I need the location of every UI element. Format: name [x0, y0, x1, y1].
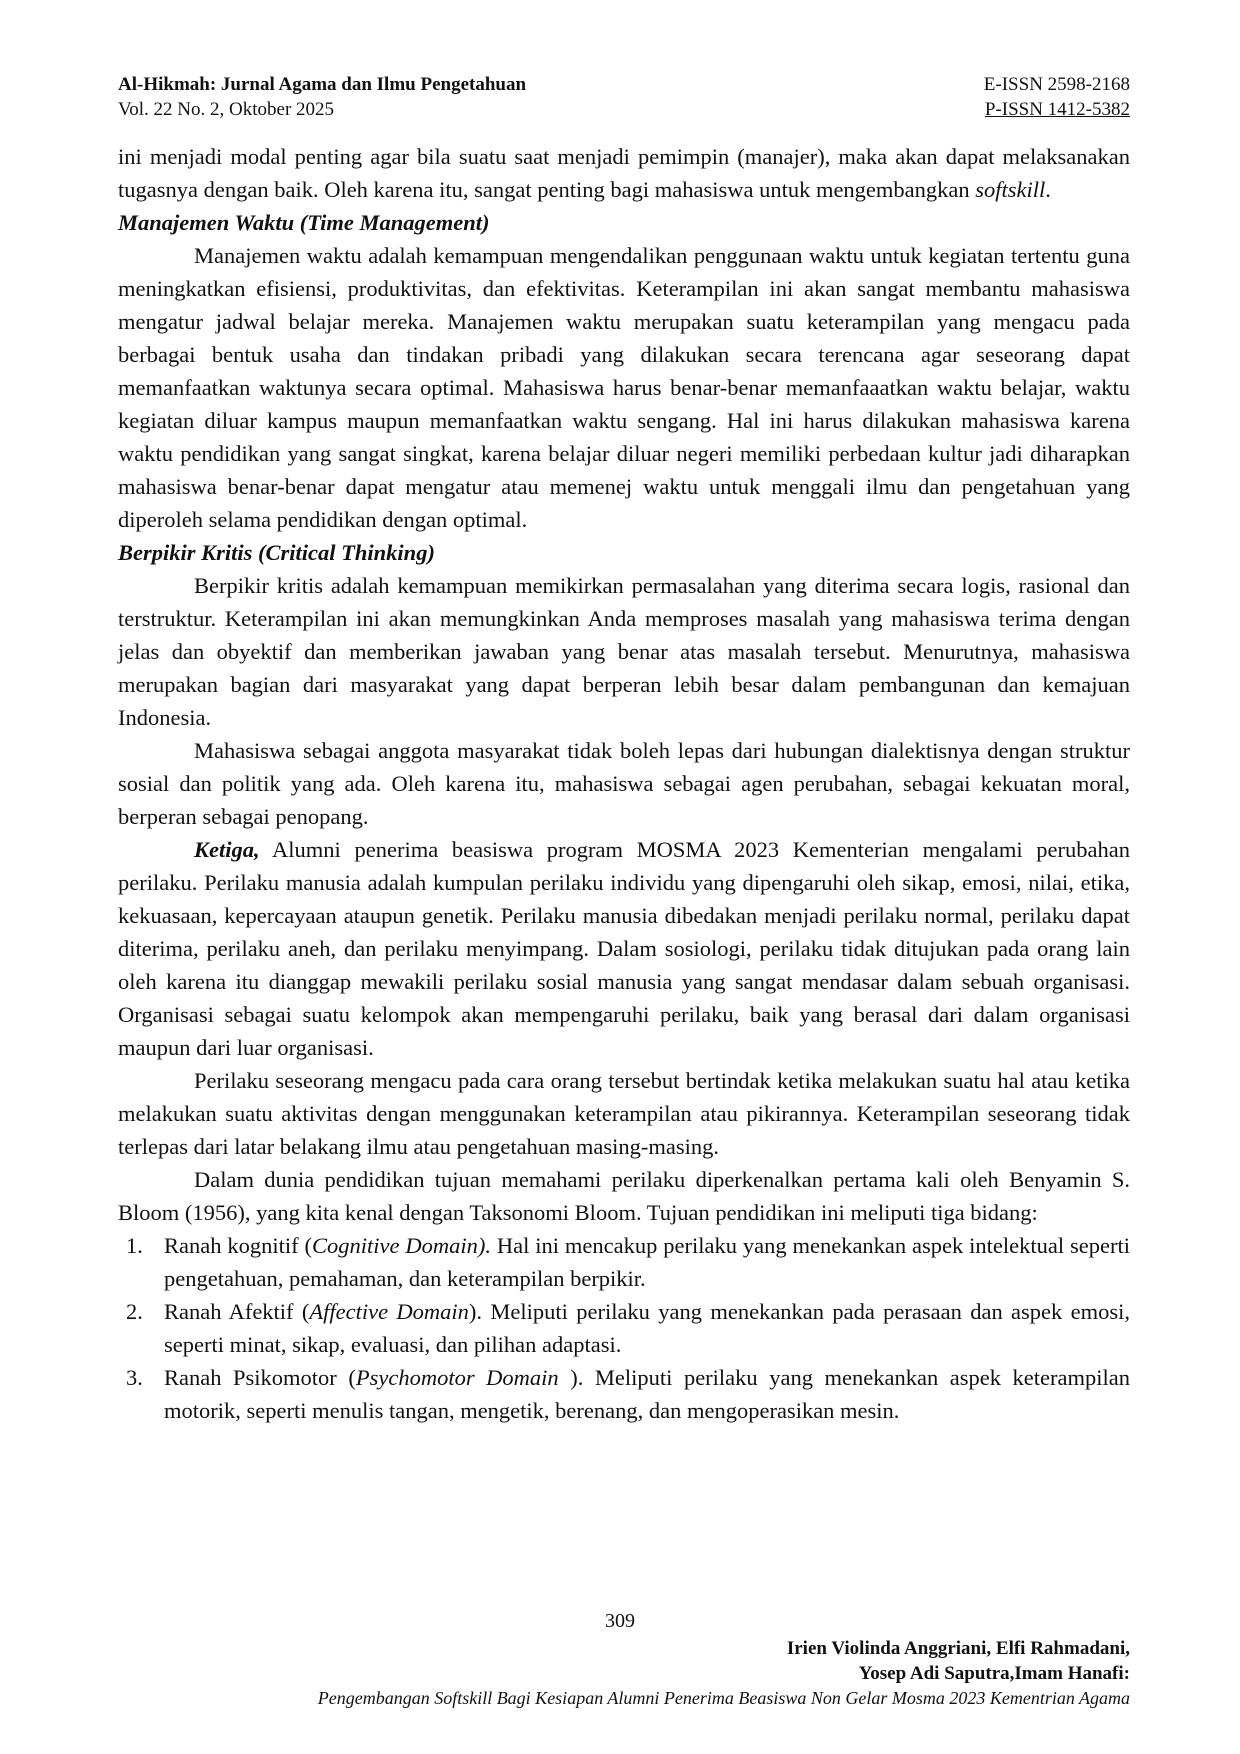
numbered-list: [118, 1229, 1130, 1427]
section-heading: Berpikir Kritis (Critical Thinking): [118, 540, 435, 565]
list-item: 2. Ranah Afektif (Affective Domain). Meliputi perilaku yang menekankan pada perasaan dan aspek emosi, seperti minat, sikap, evaluasi, dan pilihan adaptasi.: [126, 1299, 1130, 1357]
paragraph: Berpikir kritis adalah kemampuan memikirkan permasalahan yang diterima secara logis, rasional dan terstruktur. Keterampilan ini akan memungkinkan Anda memproses masalah yang mahasiswa terima dengan jelas dan obyektif dan memberikan jawaban yang benar atas masalah tersebut. Menurutnya, mahasiswa merupakan bagian dari masyarakat yang dapat berperan lebih besar dalam pembangunan dan kemajuan Indonesia.: [118, 573, 1130, 730]
paragraph: Mahasiswa sebagai anggota masyarakat tidak boleh lepas dari hubungan dialektisnya dengan struktur sosial dan politik yang ada. Oleh karena itu, mahasiswa sebagai agen perubahan, sebagai kekuatan moral, berperan sebagai penopang.: [118, 738, 1130, 829]
paragraph: Dalam dunia pendidikan tujuan memahami perilaku diperkenalkan pertama kali oleh Benyamin S. Bloom (1956), yang kita kenal dengan Taksonomi Bloom. Tujuan pendidikan ini meliputi tiga bidang:: [118, 1167, 1130, 1225]
list-item: 1. Ranah kognitif (Cognitive Domain). Hal ini mencakup perilaku yang menekankan aspek intelektual seperti pengetahuan, pemahaman, dan keterampilan berpikir.: [126, 1233, 1130, 1291]
footer-authors: Irien Violinda Anggriani, Elfi Rahmadani,: [786, 1638, 1130, 1659]
section-heading: Manajemen Waktu (Time Management): [118, 210, 490, 235]
paragraph: ini menjadi modal penting agar bila suatu saat menjadi pemimpin (manajer), maka akan dapat melaksanakan tugasnya dengan baik. Oleh karena itu, sangat penting bagi mahasiswa untuk mengembangkan softskill.: [118, 144, 1130, 202]
paragraph: Ketiga, Alumni penerima beasiswa program MOSMA 2023 Kementerian mengalami perubahan perilaku. Perilaku manusia adalah kumpulan perilaku individu yang dipengaruhi oleh sikap, emosi, nilai, etika, kekuasaan, kepercayaan ataupun genetik. Perilaku manusia dibedakan menjadi perilaku normal, perilaku dapat diterima, perilaku aneh, dan perilaku menyimpang. Dalam sosiologi, perilaku tidak ditujukan pada orang lain oleh karena itu dianggap mewakili perilaku sosial manusia yang sangat mendasar dalam sebuah organisasi. Organisasi sebagai suatu kelompok akan mempengaruhi perilaku, baik yang berasal dari dalam organisasi maupun dari luar organisasi.: [118, 837, 1130, 1060]
eissn: E-ISSN 2598-2168: [983, 74, 1130, 95]
running-footer: [318, 1636, 1130, 1711]
list-item: 3. Ranah Psikomotor (Psychomotor Domain ). Meliputi perilaku yang menekankan aspek keterampilan motorik, seperti menulis tangan, mengetik, berenang, dan mengoperasikan mesin.: [126, 1365, 1130, 1423]
footer-authors: Yosep Adi Saputra,Imam Hanafi:: [858, 1663, 1130, 1684]
paragraph: Manajemen waktu adalah kemampuan mengendalikan penggunaan waktu untuk kegiatan tertentu guna meningkatkan efisiensi, produktivitas, dan efektivitas. Keterampilan ini akan sangat membantu mahasiswa mengatur jadwal belajar mereka. Manajemen waktu merupakan suatu keterampilan yang mengacu pada berbagai bentuk usaha dan tindakan pribadi yang dilakukan secara terencana agar seseorang dapat memanfaatkan waktunya secara optimal. Mahasiswa harus benar-benar memanfaaatkan waktu belajar, waktu kegiatan diluar kampus maupun memanfaatkan waktu sengang. Hal ini harus dilakukan mahasiswa karena waktu pendidikan yang sangat singkat, karena belajar diluar negeri memiliki perbedaan kultur jadi diharapkan mahasiswa benar-benar dapat mengatur atau memenej waktu untuk menggali ilmu dan pengetahuan yang diperoleh selama pendidikan dengan optimal.: [118, 243, 1130, 532]
page: [118, 72, 1130, 1427]
journal-volume: Vol. 22 No. 2, Oktober 2025: [118, 99, 335, 120]
paragraph: Perilaku seseorang mengacu pada cara orang tersebut bertindak ketika melakukan suatu hal atau ketika melakukan suatu aktivitas dengan menggunakan keterampilan atau pikirannya. Keterampilan seseorang tidak terlepas dari latar belakang ilmu atau pengetahuan masing-masing.: [118, 1068, 1130, 1159]
page-number: 309: [605, 1610, 635, 1632]
article-body: [118, 140, 1130, 1427]
footer-article-title: Pengembangan Softskill Bagi Kesiapan Alumni Penerima Beasiswa Non Gelar Mosma 2023 Kementrian Agama: [317, 1688, 1130, 1708]
journal-title: Al-Hikmah: Jurnal Agama dan Ilmu Pengetahuan: [118, 74, 527, 95]
running-header: [118, 72, 1130, 122]
pissn: P-ISSN 1412-5382: [984, 99, 1130, 120]
